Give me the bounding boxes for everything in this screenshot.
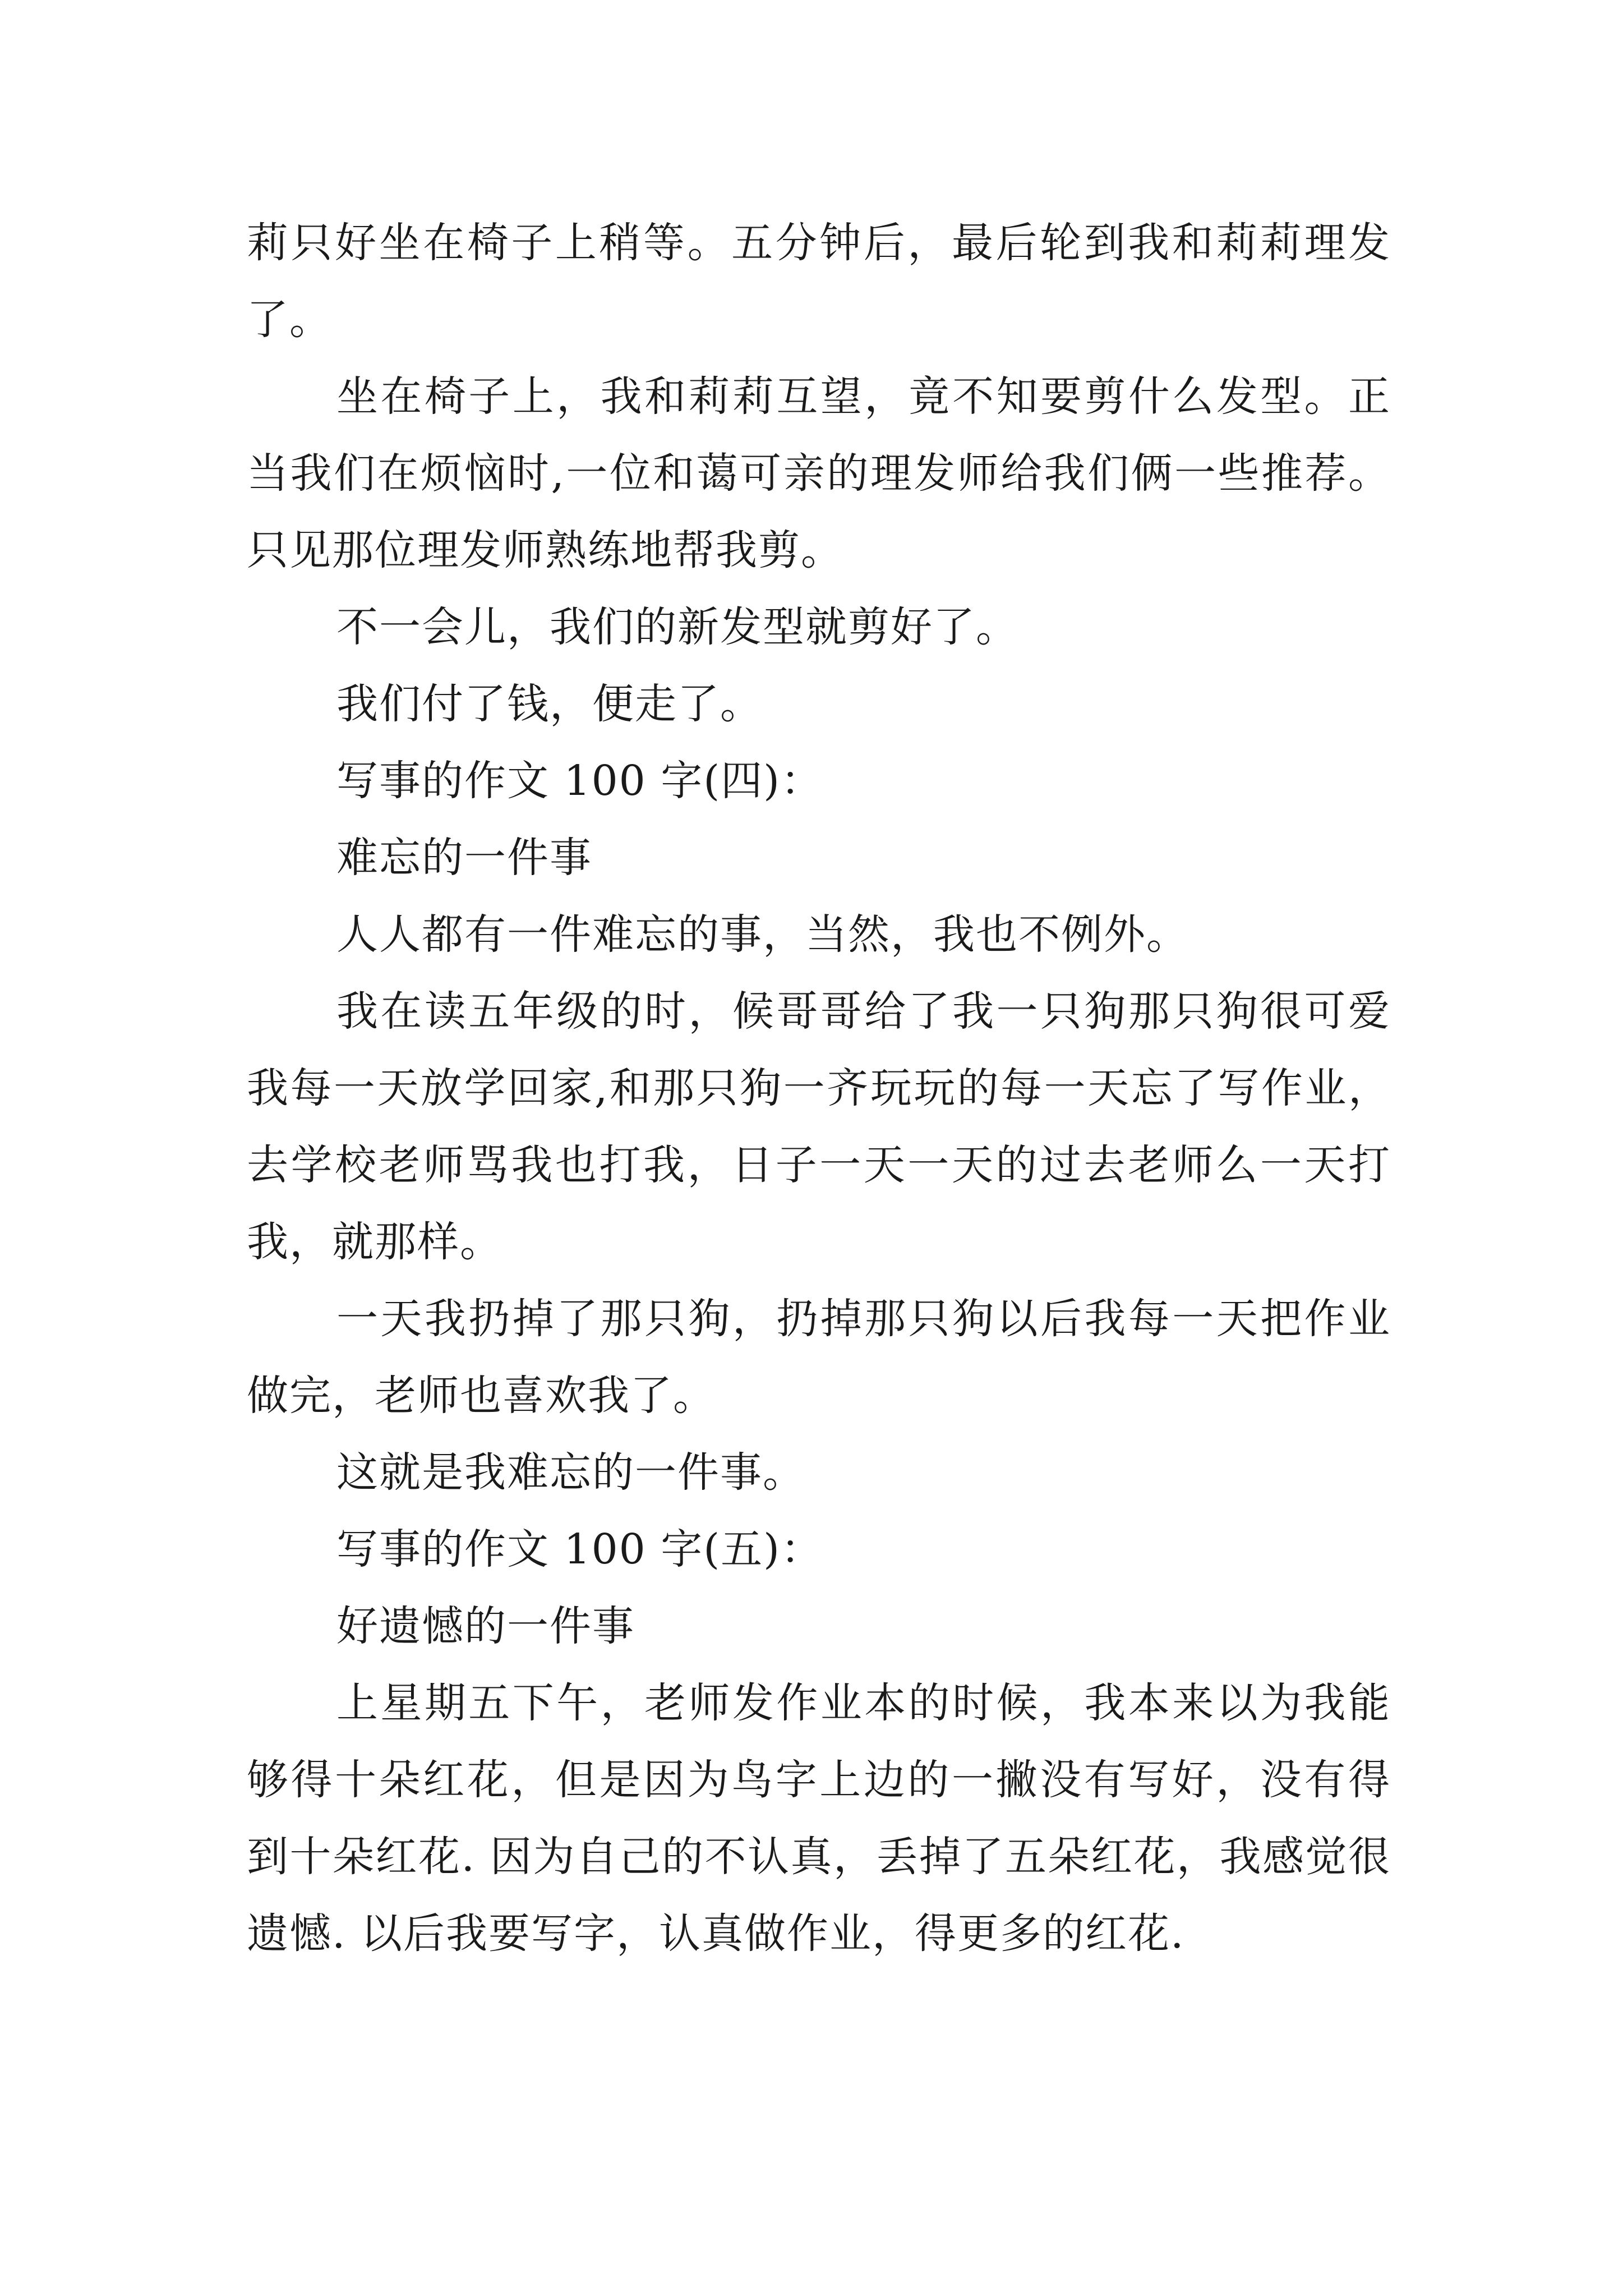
paragraph-8: 这就是我难忘的一件事。 bbox=[336, 1448, 805, 1497]
paragraph-9: 上星期五下午，老师发作业本的时候，我本来以为我能够得十朵红花，但是因为鸟字上边的一撇没有写好，没有得到十朵红花. 因为自己的不认真，丢掉了五朵红花，我感觉很遗憾. 以后我要写字，认真做作业，得更多的红花. bbox=[247, 1679, 1391, 1958]
document-body bbox=[247, 205, 1391, 1972]
section-heading-4: 写事的作文 100 字(四)： bbox=[336, 757, 824, 805]
paragraph-3: 不一会儿，我们的新发型就剪好了。 bbox=[336, 603, 1018, 651]
paragraph-5: 人人都有一件难忘的事，当然，我也不例外。 bbox=[336, 910, 1189, 959]
section-heading-5: 写事的作文 100 字(五)： bbox=[336, 1525, 824, 1573]
paragraph-7: 一天我扔掉了那只狗，扔掉那只狗以后我每一天把作业做完，老师也喜欢我了。 bbox=[247, 1295, 1391, 1420]
paragraph-1: 莉只好坐在椅子上稍等。五分钟后，最后轮到我和莉莉理发了。 bbox=[247, 219, 1391, 344]
paragraph-4: 我们付了钱，便走了。 bbox=[336, 680, 763, 728]
essay-title-4: 难忘的一件事 bbox=[336, 834, 592, 882]
paragraph-2: 坐在椅子上，我和莉莉互望，竟不知要剪什么发型。正当我们在烦恼时,一位和蔼可亲的理发师给我们俩一些推荐。只见那位理发师熟练地帮我剪。 bbox=[247, 372, 1391, 574]
essay-title-5: 好遗憾的一件事 bbox=[336, 1602, 635, 1650]
paragraph-6: 我在读五年级的时，候哥哥给了我一只狗那只狗很可爱我每一天放学回家,和那只狗一齐玩玩的每一天忘了写作业，去学校老师骂我也打我，日子一天一天的过去老师么一天打我，就那样。 bbox=[247, 987, 1391, 1266]
